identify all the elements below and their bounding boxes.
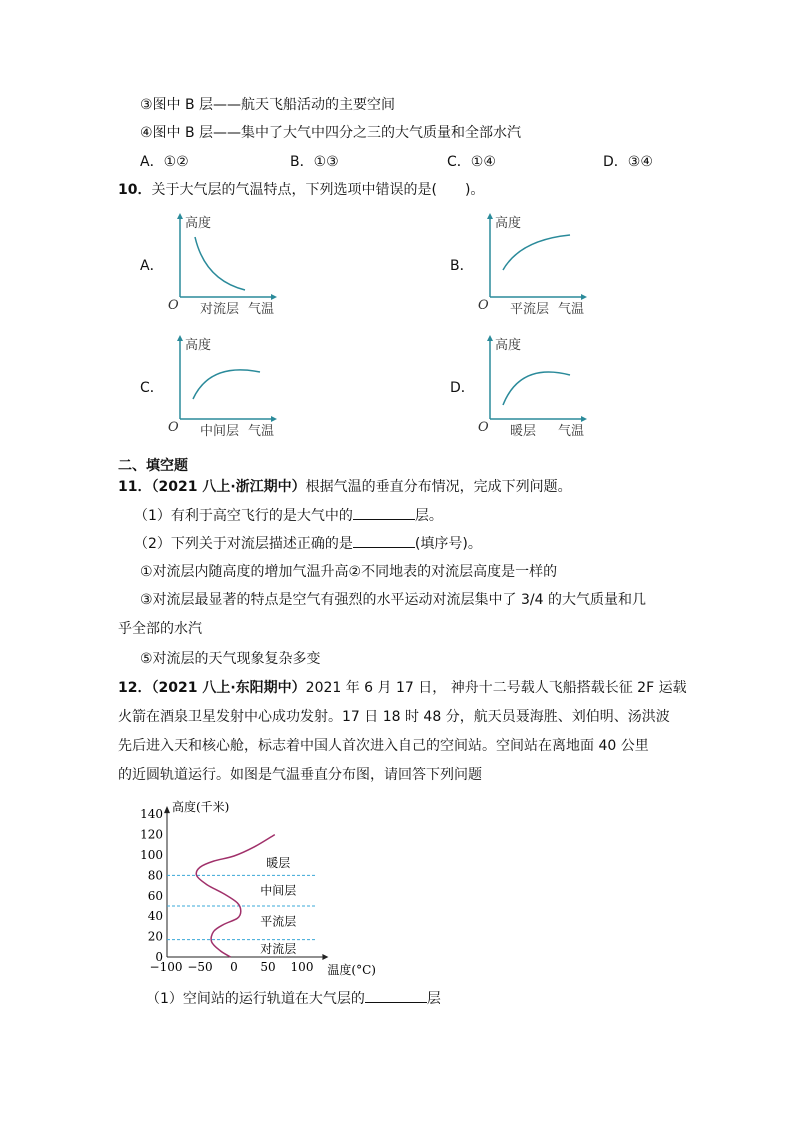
layer-label: 暖层 (266, 856, 291, 871)
q11-source: （2021 八上·浙江期中） (151, 479, 306, 495)
section-title: 二、填空题 (118, 458, 188, 474)
y-tick-label: 120 (140, 827, 163, 842)
layer-label: 对流层 (200, 302, 240, 317)
x-tick-label: 50 (260, 960, 276, 974)
x-tick-label: −50 (187, 960, 213, 974)
y-axis-label: 高度 (495, 216, 522, 231)
q11-part1 (134, 506, 443, 525)
q10-text: 关于大气层的气温特点，下列选项中错误的是( )。 (151, 182, 485, 198)
q12-text-line1: 2021 年 6 月 17 日， 神舟十二号载人飞船搭载长征 2F 运载 (305, 680, 687, 696)
arrow-icon (487, 335, 493, 341)
q12-part1-text: （1）空间站的运行轨道在大气层的 (146, 991, 365, 1007)
trend-curve (503, 235, 570, 270)
q10-chart-b (475, 210, 615, 330)
q10-chart-d (475, 332, 615, 452)
arrow-icon (177, 335, 183, 341)
x-axis-label: 气温 (248, 424, 275, 439)
x-axis-label: 气温 (558, 424, 585, 439)
q11-number: 11． (118, 479, 152, 495)
origin-label: O (168, 298, 179, 313)
q9-item-3: ③图中 B 层——航天飞船活动的主要空间 (140, 97, 396, 113)
q12-part1 (146, 989, 441, 1008)
q11-part2-suffix: (填序号)。 (414, 536, 482, 552)
trend-curve (195, 237, 245, 290)
y-axis-label: 高度 (185, 338, 212, 353)
trend-curve (193, 370, 260, 399)
y-tick-label: 40 (147, 909, 163, 924)
arrow-icon (164, 806, 170, 813)
arrow-icon (581, 416, 587, 422)
arrow-icon (271, 294, 277, 300)
answer-blank[interactable] (353, 506, 415, 520)
q10-chart-c (165, 332, 305, 452)
q12-part1-suffix: 层 (426, 991, 441, 1007)
arrow-icon (487, 213, 493, 219)
origin-label: O (478, 420, 489, 435)
origin-label: O (478, 298, 489, 313)
trend-curve (503, 372, 570, 405)
x-axis-label: 气温 (248, 302, 275, 317)
q9-option-c: C．①④ (447, 154, 496, 170)
q11-part1-text: （1）有利于高空飞行的是大气中的 (134, 508, 353, 524)
layer-label: 暖层 (510, 424, 537, 439)
q11-part2 (134, 534, 482, 553)
answer-blank[interactable] (365, 989, 427, 1003)
q9-option-a: A．①② (140, 154, 189, 170)
q10-stem (118, 181, 484, 199)
q10-number: 10． (118, 182, 152, 198)
y-tick-label: 140 (140, 807, 163, 822)
layer-label: 平流层 (260, 914, 297, 929)
y-axis-label: 高度 (185, 216, 212, 231)
y-axis-label: 高度(千米) (172, 800, 230, 815)
arrow-icon (271, 416, 277, 422)
y-tick-label: 60 (147, 888, 163, 903)
q11-statements-1-2: ①对流层内随高度的增加气温升高②不同地表的对流层高度是一样的 (140, 564, 558, 580)
y-tick-label: 80 (147, 868, 163, 883)
temperature-profile-chart (140, 790, 400, 985)
q10-option-c: C． (140, 380, 164, 396)
layer-label: 平流层 (510, 302, 550, 317)
answer-blank[interactable] (353, 534, 415, 548)
x-tick-label: −100 (149, 960, 183, 974)
q12-text-line4: 的近圆轨道运行。如图是气温垂直分布图，请回答下列问题 (118, 767, 482, 783)
layer-label: 中间层 (260, 883, 297, 898)
layer-label: 中间层 (200, 424, 240, 439)
q11-statement-5: ⑤对流层的天气现象复杂多变 (140, 651, 321, 667)
q11-part2-text: （2）下列关于对流层描述正确的是 (134, 536, 353, 552)
q12-source: （2021 八上·东阳期中） (151, 680, 306, 696)
q12-text-line3: 先后进入天和核心舱，标志着中国人首次进入自己的空间站。空间站在离地面 40 公里 (118, 738, 649, 754)
x-axis-label: 温度(°C) (327, 963, 376, 977)
q12-number: 12． (118, 680, 152, 696)
y-tick-label: 20 (147, 929, 163, 944)
arrow-icon (177, 213, 183, 219)
q10-option-b: B． (450, 258, 474, 274)
q9-option-b: B．①③ (290, 154, 339, 170)
q9-item-4: ④图中 B 层——集中了大气中四分之三的大气质量和全部水汽 (140, 125, 522, 141)
layer-label: 对流层 (260, 941, 297, 956)
y-tick-label: 0 (155, 950, 163, 964)
x-tick-label: 0 (230, 960, 238, 974)
y-tick-label: 100 (140, 848, 163, 862)
x-axis-label: 气温 (558, 302, 585, 317)
origin-label: O (168, 420, 179, 435)
q12-stem (118, 679, 687, 697)
arrow-icon (322, 954, 328, 960)
q10-chart-a (165, 210, 305, 330)
q11-text: 根据气温的垂直分布情况，完成下列问题。 (305, 479, 572, 495)
q10-option-a: A． (140, 258, 164, 274)
q11-part1-suffix: 层。 (414, 508, 443, 524)
q10-option-d: D． (450, 380, 475, 396)
q11-statements-3-4: ③对流层最显著的特点是空气有强烈的水平运动对流层集中了 3/4 的大气质量和几 (140, 592, 646, 608)
q11-stem (118, 478, 572, 496)
y-axis-label: 高度 (495, 338, 522, 353)
q9-option-d: D．③④ (603, 154, 653, 170)
arrow-icon (581, 294, 587, 300)
q12-text-line2: 火箭在酒泉卫星发射中心成功发射。17 日 18 时 48 分，航天员聂海胜、刘伯明、汤洪波 (118, 709, 670, 725)
q11-statements-3-4-cont: 乎全部的水汽 (118, 621, 202, 637)
x-tick-label: 100 (290, 960, 314, 974)
